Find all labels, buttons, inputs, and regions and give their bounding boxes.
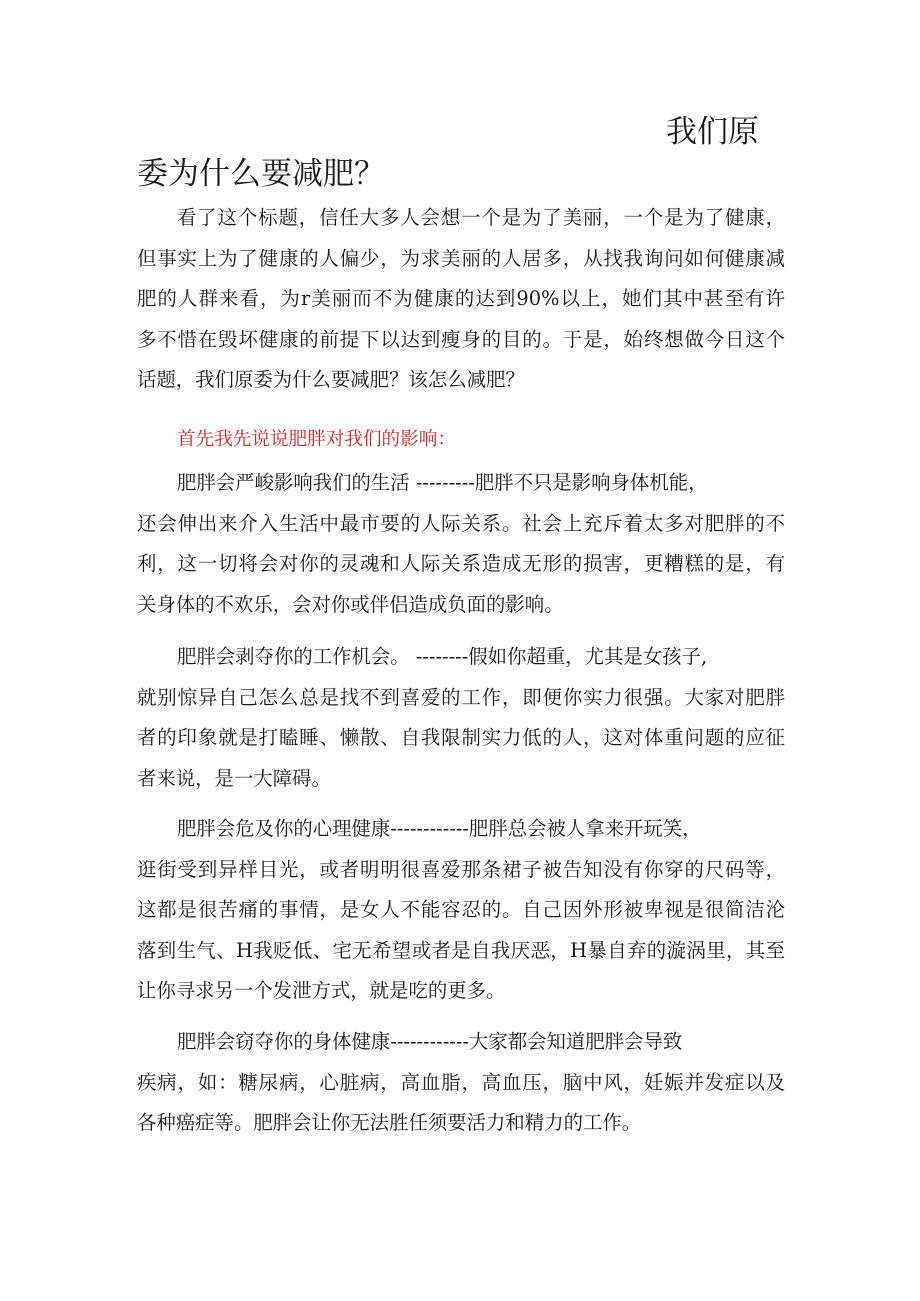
intro-paragraph: [137, 198, 785, 401]
paragraph-line: 利，这一切将会对你的灵魂和人际关系造成无形的损害，更糟糕的是，有: [137, 552, 785, 576]
paragraph-line: 但事实上为了健康的人偏少，为求美丽的人居多，从找我询问如何健康减: [137, 246, 785, 270]
section-physical-health: [137, 1022, 785, 1144]
title-part1: 我们原: [666, 114, 759, 150]
paragraph-line: 这都是很苦痛的事情，是女人不能容忍的。自己因外形被卑视是很简洁沦: [137, 898, 785, 922]
paragraph-line: 肥的人群来看，为r美丽而不为健康的达到90%以上，她们其中甚至有许: [137, 287, 785, 311]
paragraph-line: 者来说，是一大障碍。: [137, 766, 331, 790]
paragraph-line: 多不惜在毁坏健康的前提下以达到瘦身的目的。于是，始终想做今日这个: [137, 327, 785, 351]
paragraph-line: 肥胖会危及你的心理健康------------肥胖总会被人拿来开玩笑，: [177, 817, 702, 840]
paragraph-line: 关身体的不欢乐，会对你或伴侣造成负面的影响。: [137, 592, 564, 616]
paragraph-line: 落到生气、H我贬低、宅无希望或者是自我厌恶，H暴自弃的漩涡里，其至: [137, 938, 785, 962]
paragraph-line: 话题，我们原委为什么要减肥？该怎么减肥？: [137, 368, 525, 392]
paragraph-line: 就别惊异自己怎么总是找不到喜爱的工作，即便你实力很强。大家对肥胖: [137, 685, 785, 709]
paragraph-line: 看了这个标题，信任大多人会想一个是为了美丽，一个是为了健康，: [177, 206, 785, 229]
paragraph-line: 疾病，如：糖尿病，心脏病，高血脂，高血压，脑中风，妊娠并发症以及: [137, 1070, 785, 1094]
paragraph-line: 让你寻求另一个发泄方式，就是吃的更多。: [137, 979, 506, 1003]
paragraph-line: 肥胖会剥夺你的工作机会。 --------假如你超重，尤其是女孩子,: [177, 645, 708, 668]
section-social-life: [137, 463, 785, 625]
section-mental-health: [137, 809, 785, 1012]
paragraph-line: 各种癌症等。肥胖会让你无法胜任须要活力和精力的工作。: [137, 1111, 642, 1135]
title-part2: 委为什么要减肥？: [137, 156, 385, 192]
paragraph-line: 还会伸出来介入生活中最市要的人际关系。社会上充斥着太多对肥胖的不: [137, 511, 785, 535]
paragraph-line: 者的印象就是打瞌睡、懒散、自我限制实力低的人，这对体重问题的应征: [137, 726, 785, 750]
section-job-opportunity: [137, 637, 785, 799]
section-heading: 首先我先说说肥胖对我们的影响：: [177, 429, 456, 450]
paragraph-line: 逛街受到异样目光，或者明明很喜爱那条裙子被告知没有你穿的尺码等，: [137, 857, 785, 881]
paragraph-line: 肥胖会窃夺你的身体健康------------大家都会知道肥胖会导致: [177, 1030, 683, 1053]
paragraph-line: 肥胖会严峻影响我们的生活 ---------肥胖不只是影响身体机能，: [177, 471, 708, 494]
